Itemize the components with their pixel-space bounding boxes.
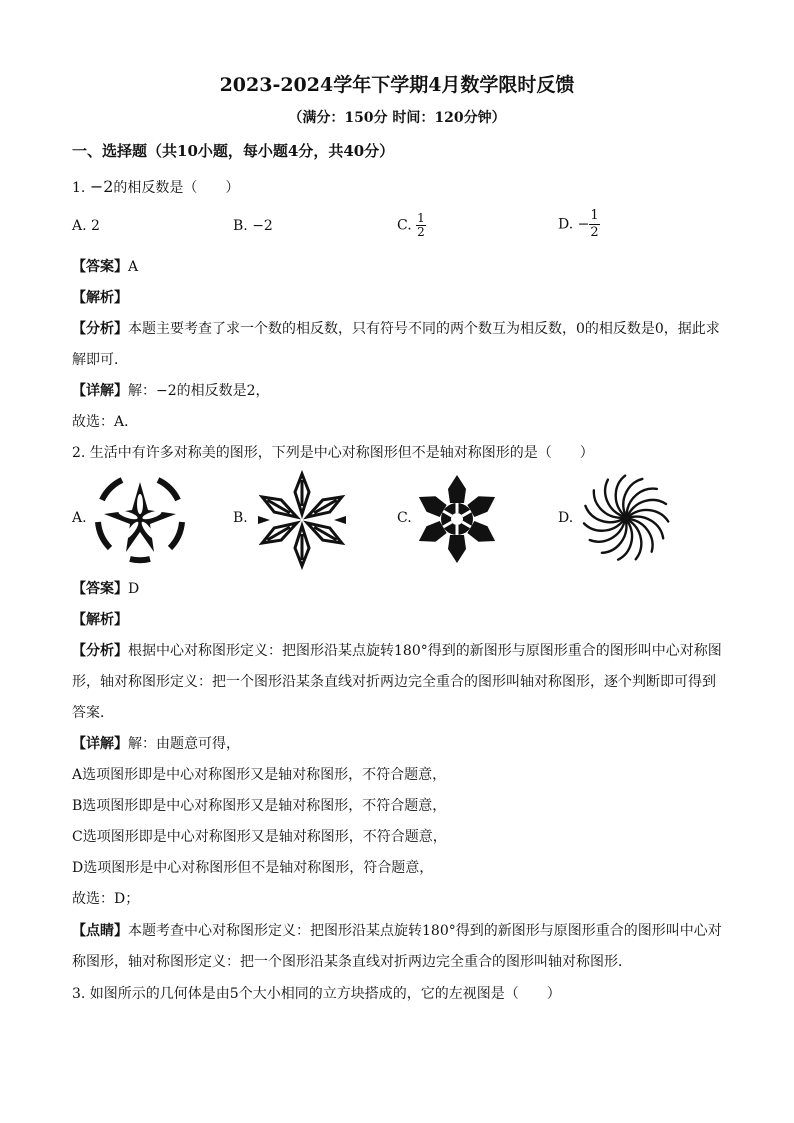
spiral-swirl-icon <box>578 470 674 566</box>
q2-option-a-label: A. <box>72 510 87 526</box>
exam-info: （满分：150分 时间：120分钟） <box>288 110 506 126</box>
q2-detail-line-a: A选项图形即是中心对称图形又是轴对称图形，不符合题意， <box>72 767 447 783</box>
q2-detail-line-c: C选项图形即是中心对称图形又是轴对称图形，不符合题意， <box>72 829 447 845</box>
q2-detail-line-d: D选项图形是中心对称图形但不是轴对称图形，符合题意， <box>72 860 434 876</box>
q2-option-d-label: D. <box>558 510 574 526</box>
q1-option-c: C. $\frac{1}{2}$ <box>397 211 425 239</box>
q1-analysis-heading: 【解析】 <box>72 290 128 306</box>
q1-choose: 故选：A． <box>72 414 139 430</box>
flower-ring-icon <box>90 470 190 566</box>
q2-fenxi-cont: 形，轴对称图形定义：把一个图形沿某条直线对折两边完全重合的图形叫轴对称图形，逐个判断即可得到 <box>72 674 716 690</box>
q2-answer: 【答案】D <box>72 581 140 597</box>
q1-option-d: D. − $\frac{1}{2}$ <box>558 208 599 240</box>
question-1-stem: 1. −2的相反数是（ ） <box>72 177 240 196</box>
q2-choose: 故选：D； <box>72 891 140 907</box>
hexagon-snowflake-icon <box>414 472 500 566</box>
q2-fenxi: 【分析】根据中心对称图形定义：把图形沿某点旋转180°得到的新图形与原图形重合的图形叫中心对称图 <box>72 643 722 659</box>
fraction: $\frac{1}{2}$ <box>590 208 599 240</box>
question-2-stem: 2. 生活中有许多对称美的图形，下列是中心对称图形但不是轴对称图形的是（ ） <box>72 445 594 461</box>
q2-detail-line-b: B选项图形即是中心对称图形又是轴对称图形，不符合题意， <box>72 798 447 814</box>
q1-option-a: A. 2 <box>72 218 100 234</box>
page-title: 2023-2024学年下学期4月数学限时反馈 <box>219 74 575 96</box>
q1-detail: 【详解】解：−2的相反数是2， <box>72 383 270 399</box>
q2-analysis-heading: 【解析】 <box>72 612 128 628</box>
q2-dianjing-cont: 称图形，轴对称图形定义：把一个图形沿某条直线对折两边完全重合的图形叫轴对称图形． <box>72 954 632 970</box>
q2-option-b-label: B. <box>233 510 248 526</box>
q2-fenxi-end: 答案． <box>72 705 114 721</box>
star-snowflake-icon <box>252 470 352 570</box>
fraction: $\frac{1}{2}$ <box>417 211 425 239</box>
q1-option-b: B. −2 <box>233 218 273 234</box>
q1-answer: 【答案】A <box>72 259 139 275</box>
q1-fenxi-cont: 解即可． <box>72 352 128 368</box>
q2-detail: 【详解】解：由题意可得， <box>72 736 240 752</box>
q2-option-c-label: C. <box>397 510 412 526</box>
q1-fenxi: 【分析】本题主要考查了求一个数的相反数，只有符号不同的两个数互为相反数，0的相反数是0，据此求 <box>72 321 720 337</box>
q2-dianjing: 【点睛】本题考查中心对称图形定义：把图形沿某点旋转180°得到的新图形与原图形重合的图形叫中心对 <box>72 923 722 939</box>
section-heading: 一、选择题（共10小题，每小题4分，共40分） <box>72 142 395 160</box>
question-3-stem: 3. 如图所示的几何体是由5个大小相同的立方块搭成的，它的左视图是（ ） <box>72 986 561 1002</box>
